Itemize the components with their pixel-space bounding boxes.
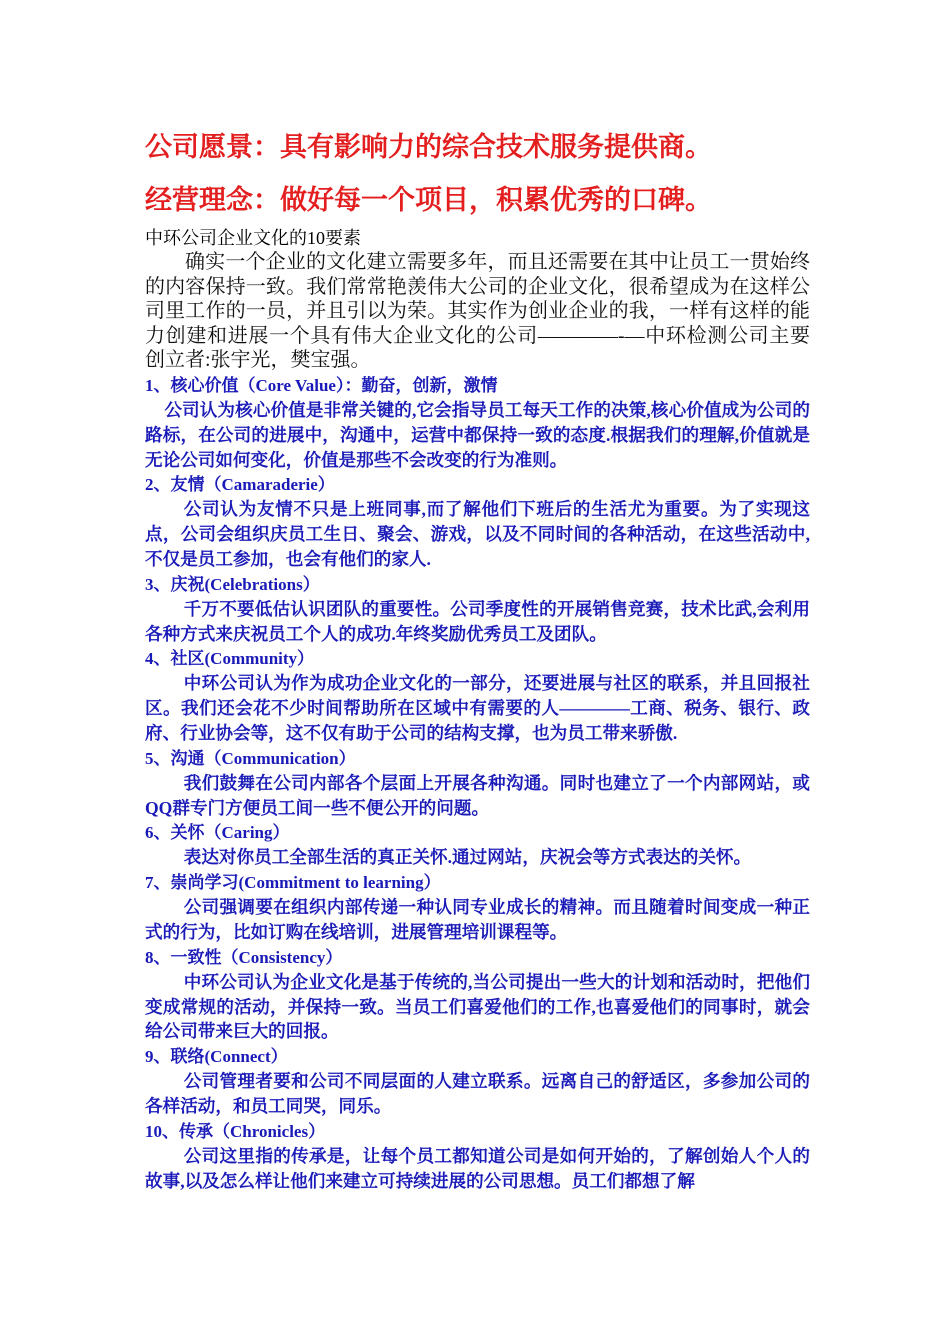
- section-heading: 3、庆祝(Celebrations）: [145, 574, 320, 594]
- section-consistency: [145, 945, 810, 1044]
- section-heading: 1、核心价值（Core Value）：勤奋，创新，激情: [145, 376, 498, 395]
- section-heading: 5、沟通（Communication）: [145, 748, 356, 768]
- section-body: 公司这里指的传承是，让每个员工都知道公司是如何开始的，了解创始人个人的故事,以及怎么样让他们来建立可持续进展的公司思想。员工们都想了解: [145, 1145, 810, 1191]
- section-core-value: [145, 373, 810, 472]
- section-body: 表达对你员工全部生活的真正关怀.通过网站，庆祝会等方式表达的关怀。: [183, 847, 752, 868]
- section-heading: 2、友情（Camaraderie）: [145, 475, 335, 495]
- section-body: 公司强调要在组织内部传递一种认同专业成长的精神。而且随着时间变成一种正式的行为，比如订购在线培训，进展管理培训课程等。: [145, 897, 810, 942]
- section-heading: 9、联络(Connect）: [145, 1047, 288, 1067]
- section-heading: 7、崇尚学习(Commitment to learning）: [145, 873, 441, 893]
- document-title: 中环公司企业文化的10要素: [145, 228, 361, 248]
- section-community: [145, 646, 810, 745]
- section-body: 中环公司认为企业文化是基于传统的,当公司提出一些大的计划和活动时，把他们变成常规的活动，并保持一致。当员工们喜爱他们的工作,也喜爱他们的同事时，就会给公司带来巨大的回报。: [145, 971, 810, 1042]
- section-body: 中环公司认为作为成功企业文化的一部分，还要进展与社区的联系，并且回报社区。我们还会花不少时间帮助所在区域中有需要的人————工商、税务、银行、政府、行业协会等，这不仅有助于公司的结构支撑，也为员工带来骄傲.: [145, 673, 810, 743]
- section-connect: [145, 1044, 810, 1119]
- culture-elements-list: [145, 373, 810, 1193]
- section-chronicles: [145, 1119, 810, 1194]
- section-body: 千万不要低估认识团队的重要性。公司季度性的开展销售竞赛，技术比武,会利用各种方式来庆祝员工个人的成功.年终奖励优秀员工及团队。: [145, 598, 810, 644]
- business-philosophy: 经营理念：做好每一个项目，积累优秀的口碑。: [145, 185, 712, 216]
- section-heading: 6、关怀（Caring）: [145, 823, 290, 843]
- section-celebrations: [145, 572, 810, 647]
- section-body: 我们鼓舞在公司内部各个层面上开展各种沟通。同时也建立了一个内部网站，或QQ群专门方便员工间一些不便公开的问题。: [145, 772, 810, 818]
- section-communication: [145, 746, 810, 821]
- section-heading: 8、一致性（Consistency）: [145, 947, 343, 967]
- section-commitment-to-learning: [145, 870, 810, 945]
- section-body: 公司管理者要和公司不同层面的人建立联系。远离自己的舒适区，多参加公司的各样活动，和员工同哭，同乐。: [145, 1071, 810, 1116]
- section-body: 公司认为核心价值是非常关键的,它会指导员工每天工作的决策,核心价值成为公司的路标，在公司的进展中，沟通中，运营中都保持一致的态度.根据我们的理解,价值就是无论公司如何变化，价值是那些不会改变的行为准则。: [145, 400, 810, 470]
- section-heading: 10、传承（Chronicles）: [145, 1121, 326, 1141]
- section-heading: 4、社区(Community）: [145, 649, 315, 669]
- section-body: 公司认为友情不只是上班同事,而了解他们下班后的生活尤为重要。为了实现这点，公司会组织庆员工生日、聚会、游戏，以及不同时间的各种活动，在这些活动中,不仅是员工参加，也会有他们的家人.: [145, 499, 810, 569]
- section-camaraderie: [145, 472, 810, 571]
- section-caring: [145, 820, 810, 870]
- company-vision: 公司愿景：具有影响力的综合技术服务提供商。: [145, 132, 712, 163]
- intro-paragraph: 确实一个企业的文化建立需要多年，而且还需要在其中让员工一贯始终的内容保持一致。我们常常艳羡伟大公司的企业文化，很希望成为在这样公司里工作的一员，并且引以为荣。其实作为创业企业的我，一样有这样的能力创建和进展一个具有伟大企业文化的公司————-—中环检测公司主要创立者:张宇光，樊宝强。: [145, 251, 810, 372]
